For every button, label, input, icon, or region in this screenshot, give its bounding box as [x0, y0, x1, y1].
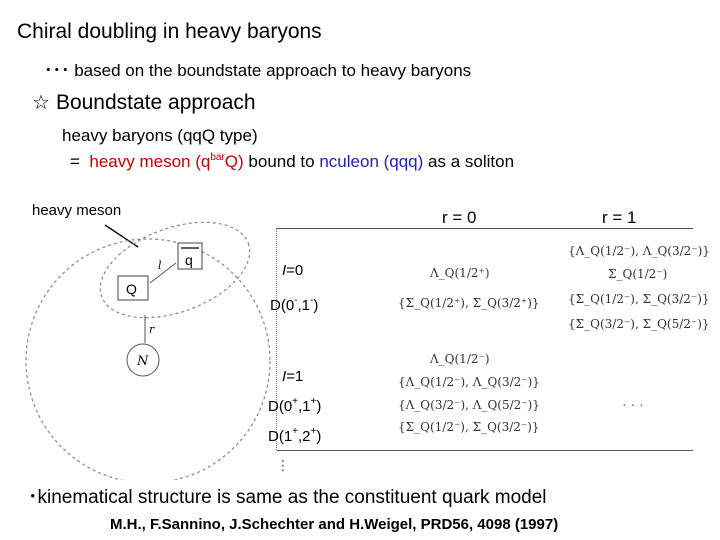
section-heading-text: Boundstate approach [55, 91, 256, 114]
soliton-text: as a soliton [428, 152, 515, 171]
l-label: l [158, 259, 162, 272]
r-label: r [149, 323, 155, 336]
row-label-d-plus-01: D(0+,1+) [268, 396, 322, 415]
cell-r0-row2: {Σ_Q(1/2⁺), Σ_Q(3/2⁺)} [398, 296, 540, 310]
kinematical-note: ･kinematical structure is same as the constituent quark model [28, 487, 547, 508]
isospin-symbol: I [282, 262, 287, 279]
reference-citation: M.H., F.Sannino, J.Schechter and H.Weigel, PRD56, 4098 (1997) [110, 516, 559, 533]
heavy-meson-prefix: heavy meson (q [89, 152, 211, 171]
cell-r0-row1: Λ_Q(1/2⁺) [430, 266, 490, 280]
column-header-r0: r = 0 [442, 208, 477, 227]
nucleon-label: N [137, 354, 149, 369]
heavy-quark-label: Q [126, 281, 137, 297]
cell-r1-row2-c: {Σ_Q(3/2⁻), Σ_Q(5/2⁻)} [568, 317, 710, 331]
cell-r1-row3: · · · [622, 396, 644, 412]
heavy-meson-text [89, 152, 243, 171]
bar-superscript: bar [210, 152, 225, 163]
isospin-symbol: I [282, 368, 287, 385]
cell-r1-row1: {Λ_Q(1/2⁻), Λ_Q(3/2⁻)} [568, 244, 710, 258]
section-heading [32, 90, 256, 115]
column-header-r1: r = 1 [602, 208, 637, 227]
heavy-meson-label: heavy meson [32, 202, 122, 219]
cell-r1-row2-a: Σ_Q(1/2⁻) [608, 267, 668, 281]
qbar-label: q [185, 252, 193, 268]
cell-r0-row3-a: Λ_Q(1/2⁻) [430, 352, 490, 366]
table-top-rule [277, 228, 693, 229]
heavy-meson-suffix: Q) [224, 152, 244, 171]
slide-subtitle: ･･･ based on the boundstate approach to heavy baryons [44, 61, 472, 80]
cell-r0-row3-c: {Λ_Q(3/2⁻), Λ_Q(5/2⁻)} [398, 398, 540, 412]
cell-r0-row3-b: {Λ_Q(1/2⁻), Λ_Q(3/2⁻)} [398, 375, 540, 389]
row-label-d-plus-12: D(1+,2+) [268, 426, 322, 445]
table-bottom-rule [277, 450, 693, 451]
l-connector [150, 263, 176, 283]
isospin-value: =1 [286, 368, 304, 385]
description-line-1: heavy baryons (qqQ type) [62, 126, 258, 145]
row-label-i1 [282, 368, 303, 385]
boundstate-diagram [0, 215, 280, 480]
equals-sign: = [70, 152, 80, 171]
cell-r1-row2-b: {Σ_Q(1/2⁻), Σ_Q(3/2⁻)} [568, 292, 710, 306]
cell-r0-row4: {Σ_Q(1/2⁻), Σ_Q(3/2⁻)} [398, 420, 540, 434]
table-left-rule [276, 228, 277, 450]
description-line-2 [70, 152, 514, 172]
row-label-d-minus: D(0-,1-) [270, 295, 319, 314]
heavy-meson-ellipse [87, 215, 262, 336]
slide-title: Chiral doubling in heavy baryons [17, 20, 322, 43]
row-label-i0 [282, 262, 303, 279]
isospin-value: =0 [286, 262, 304, 279]
table-vdots: ⋮ [276, 457, 290, 473]
star-icon: ☆ [32, 92, 50, 114]
nucleon-text: nculeon (qqq) [319, 152, 424, 171]
bound-to-text: bound to [248, 152, 315, 171]
